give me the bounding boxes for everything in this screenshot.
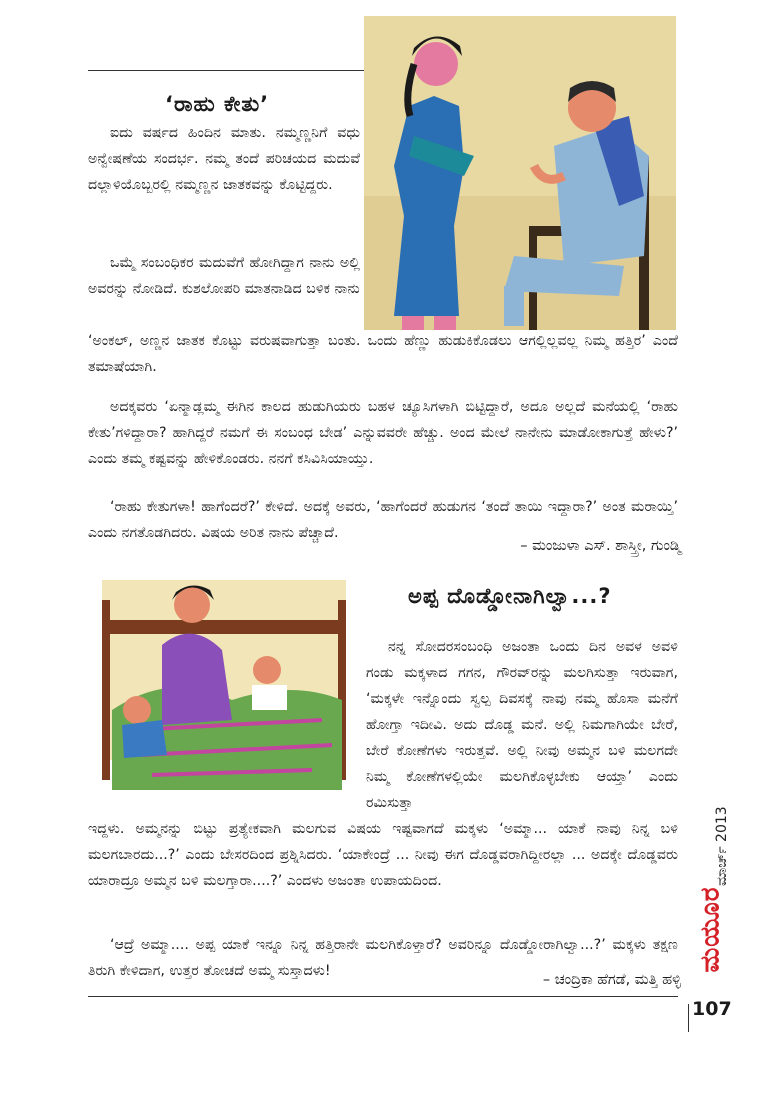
illustration-mother-children-bed (92, 560, 356, 812)
story1-paragraph-1: ಐದು ವರ್ಷದ ಹಿಂದಿನ ಮಾತು. ನಮ್ಮಣ್ಣನಿಗೆ ವಧು ಅನ್ವೇಷಣೆಯ ಸಂದರ್ಭ. ನಮ್ಮ ತಂದೆ ಪರಿಚಯದ ಮದುವೆ ದಲ್ಲಾಳಿಯೊಬ್ಬರಲ್ಲಿ ನಮ್ಮಣ್ಣನ ಜಾತಕವನ್ನು ಕೊಟ್ಟಿದ್ದರು. (88, 125, 360, 193)
issue-date: ಮಾರ್ಚ್ 2013 (714, 806, 730, 886)
bed-headboard (102, 620, 346, 634)
story2-paragraph-2: ‘ಆದ್ರೆ ಅಮ್ಮಾ.... ಅಪ್ಪ ಯಾಕೆ ಇನ್ನೂ ನಿನ್ನ ಹತ್ತಿರಾನೇ ಮಲಗಿಕೊಳ್ತಾರೆ? ಅವರಿನ್ನೂ ದೊಡ್ಡೋರಾಗಿಲ್ವಾ...?’ ಮಕ್ಕಳು ತಕ್ಷಣ ತಿರುಗಿ ಕೇಳಿದಾಗ, ಉತ್ತರ ತೋಚದೆ ಅಮ್ಮ ಸುಸ್ತಾದಳು! (88, 937, 678, 979)
story2-credit: – ಚಂದ್ರಿಕಾ ಹೆಗಡೆ, ಮತ್ತಿ ಹಳ್ಳಿ (542, 972, 681, 988)
woman-saree (394, 96, 464, 316)
story1-paragraph-4: ‘ರಾಹು ಕೇತುಗಳಾ! ಹಾಗೆಂದರೆ?’ ಕೇಳಿದೆ. ಅದಕ್ಕೆ ಅವರು, ‘ಹಾಗೆಂದರೆ ಹುಡುಗನ ‘ತಂದೆ ತಾಯಿ ಇದ್ದಾರಾ?’ ಅಂತ ಮರಾಯ್ತಿ’ ಎಂದು ನಗತೊಡಗಿದರು. ವಿಷಯ ಅರಿತ ನಾನು ಪೆಚ್ಚಾದೆ. (88, 499, 678, 541)
magazine-name: ಮಯೂರ (695, 886, 726, 973)
story1-paragraph-2a: ಒಮ್ಮೆ ಸಂಬಂಧಿಕರ ಮದುವೆಗೆ ಹೋಗಿದ್ದಾಗ ನಾನು ಅಲ್ಲಿ ಅವರನ್ನು ನೋಡಿದೆ. ಕುಶಲೋಪರಿ ಮಾತನಾಡಿದ ಬಳಿಕ ನಾನು (88, 255, 360, 297)
page-number-divider (688, 1004, 689, 1032)
illustration-woman-man-conversation (364, 16, 676, 330)
story1-paragraph-2b: ‘ಅಂಕಲ್, ಅಣ್ಣನ ಜಾತಕ ಕೊಟ್ಟು ವರುಷವಾಗುತ್ತಾ ಬಂತು. ಒಂದು ಹೆಣ್ಣು ಹುಡುಕಿಕೊಡಲು ಆಗಲ್ಲಿಲ್ಲವಲ್ಲ ನಿಮ್ಮ ಹತ್ತಿರ’ ಎಂದೆ ತಮಾಷೆಯಾಗಿ. (88, 333, 678, 375)
bottom-rule (88, 996, 678, 997)
story2-paragraph-1b: ಇದ್ದಳು. ಅಮ್ಮನನ್ನು ಬಿಟ್ಟು ಪ್ರತ್ಯೇಕವಾಗಿ ಮಲಗುವ ವಿಷಯ ಇಷ್ಟವಾಗದೆ ಮಕ್ಕಳು ‘ಅಮ್ಮಾ... ಯಾಕೆ ನಾವು ನಿನ್ನ ಬಳಿ ಮಲಗಬಾರದು...?’ ಎಂದು ಬೇಸರದಿಂದ ಪ್ರಶ್ನಿಸಿದರು. ‘ಯಾಕೇಂದ್ರೆ ... ನೀವು ಈಗ ದೊಡ್ಡವರಾಗಿದ್ದೀರಲ್ಲಾ ... ಅದಕ್ಕೇ ದೊಡ್ಡವರು ಯಾರಾದ್ರೂ ಅಮ್ಮನ ಬಳಿ ಮಲಗ್ತಾರಾ....?’ ಎಂದಳು ಅಜಂತಾ ಉಪಾಯದಿಂದ. (88, 821, 678, 889)
child-right-head (253, 656, 281, 684)
story1-paragraph-3: ಅದಕ್ಕವರು ‘ಏನ್ಮಾಡ್ಲಮ್ಮ ಈಗಿನ ಕಾಲದ ಹುಡುಗಿಯರು ಬಹಳ ಚ್ಯೂಸಿಗಳಾಗಿ ಬಿಟ್ಟಿದ್ದಾರೆ, ಅದೂ ಅಲ್ಲದೆ ಮನೆಯಲ್ಲಿ ‘ರಾಹು ಕೇತು’ಗಳಿದ್ದಾರಾ? ಹಾಗಿದ್ದರೆ ನಮಗೆ ಈ ಸಂಬಂಧ ಬೇಡ’ ಎನ್ನುವವರೇ ಹೆಚ್ಚು. ಅಂದ ಮೇಲೆ ನಾನೇನು ಮಾಡೋಕಾಗುತ್ತೆ ಹೇಳು?’ ಎಂದು ತಮ್ಮ ಕಷ್ಟವನ್ನು ಹೇಳಿಕೊಂಡರು. ನನಗೆ ಕಸಿವಿಸಿಯಾಯ್ತು. (88, 399, 678, 467)
magazine-logo (695, 880, 740, 986)
top-rule (88, 70, 368, 71)
child-left-head (123, 696, 151, 724)
woman-head (414, 42, 458, 86)
story2-title: ಅಪ್ಪ ದೊಡ್ಡೋನಾಗಿಲ್ವಾ...? (408, 584, 612, 608)
page-number: 107 (692, 998, 732, 1020)
story1-title: ‘ರಾಹು ಕೇತು’ (165, 92, 270, 116)
story2-paragraph-1a: ನನ್ನ ಸೋದರಸಂಬಂಧಿ ಅಜಂತಾ ಒಂದು ದಿನ ಅವಳ ಅವಳಿ ಗಂಡು ಮಕ್ಕಳಾದ ಗಗನ, ಗೌರವ್‌ರನ್ನು ಮಲಗಿಸುತ್ತಾ ಇರುವಾಗ, ‘ಮಕ್ಕಳೇ ಇನ್ನೊಂದು ಸ್ವಲ್ಪ ದಿವಸಕ್ಕೆ ನಾವು ನಮ್ಮ ಹೊಸಾ ಮನೆಗೆ ಹೋಗ್ತಾ ಇದೀವಿ. ಅದು ದೊಡ್ಡ ಮನೆ. ಅಲ್ಲಿ ನಿಮಗಾಗಿಯೇ ಬೇರೆ, ಬೇರೆ ಕೋಣೆಗಳು ಇರುತ್ತವೆ. ಅಲ್ಲಿ ನೀವು ಅಮ್ಮನ ಬಳಿ ಮಲಗದೇ ನಿಮ್ಮ ಕೋಣೆಗಳಲ್ಲಿಯೇ ಮಲಗಿಕೊಳ್ಳಬೇಕು ಆಯ್ತಾ’ ಎಂದು ರಮಿಸುತ್ತಾ (366, 639, 678, 811)
story1-credit: – ಮಂಜುಳಾ ಎಸ್. ಶಾಸ್ತ್ರೀ, ಗುಂಡ್ಮಿ (520, 538, 681, 554)
